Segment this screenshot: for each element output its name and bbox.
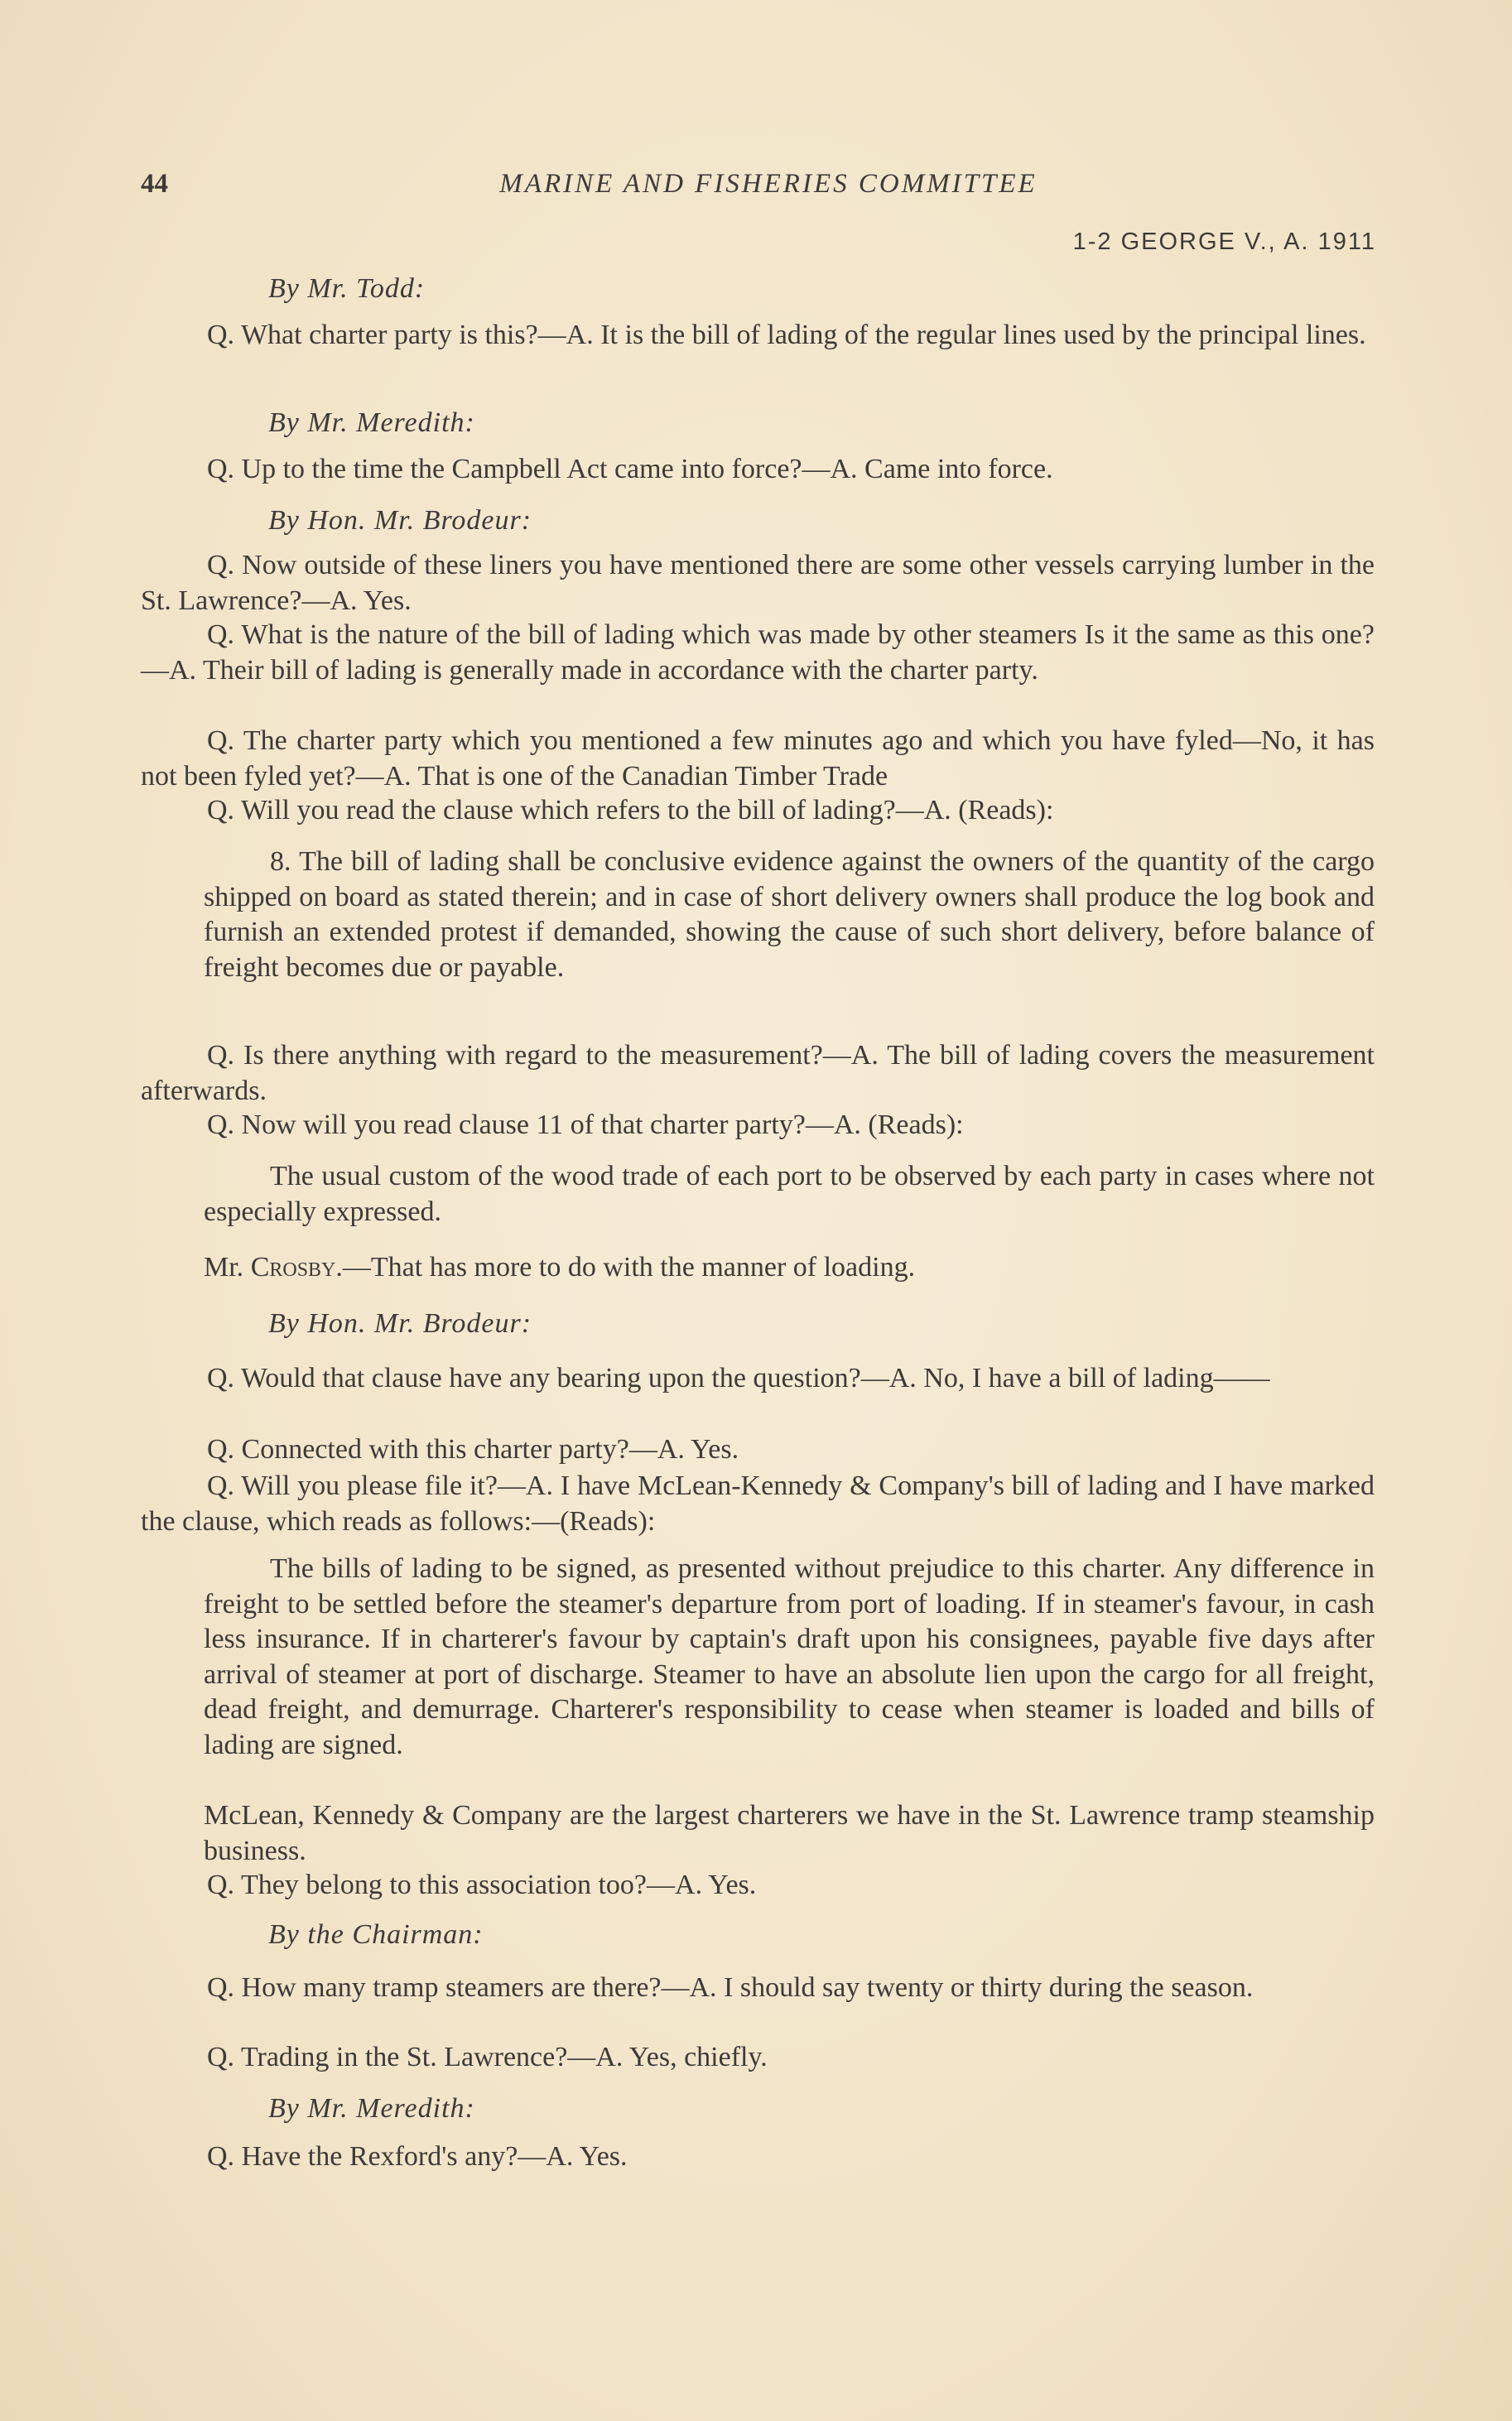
speaker-heading-meredith: By Mr. Meredith:	[268, 407, 475, 438]
paragraph-1: Q. What charter party is this?—A. It is the bill of lading of the regular lines used by the principal lines.	[207, 320, 1366, 350]
paragraph-9	[204, 1250, 1375, 1286]
speaker-name: Crosby	[250, 1252, 336, 1283]
running-title: MARINE AND FISHERIES COMMITTEE	[499, 169, 1038, 199]
paragraph-4: Q. What is the nature of the bill of lading which was made by other steamers Is it the same as this one?—A. Their bill of lading is generally made in accordance with the charter party.	[141, 619, 1375, 686]
paragraph-11: Q. Connected with this charter party?—A. Yes.	[207, 1434, 739, 1465]
speaker-heading-brodeur: By Hon. Mr. Brodeur:	[268, 505, 532, 536]
paragraph-7: Q. Is there anything with regard to the measurement?—A. The bill of lading covers the measurement afterwards.	[141, 1040, 1375, 1106]
paragraph-3: Q. Now outside of these liners you have mentioned there are some other vessels carrying lumber in the St. Lawrence?—A. Yes.	[141, 550, 1375, 616]
paragraph-14: Q. They belong to this association too?—A. Yes.	[207, 1870, 757, 1900]
paragraph-8: Q. Now will you read clause 11 of that charter party?—A. (Reads):	[207, 1109, 964, 1140]
paragraph-2: Q. Up to the time the Campbell Act came into force?—A. Came into force.	[207, 454, 1053, 484]
speaker-heading-todd: By Mr. Todd:	[268, 273, 426, 304]
paragraph-10: Q. Would that clause have any bearing upon the question?—A. No, I have a bill of lading——	[207, 1363, 1270, 1393]
quoted-clause-11: The usual custom of the wood trade of each port to be observed by each party in cases where not especially expressed.	[204, 1161, 1375, 1227]
paragraph-16: Q. Trading in the St. Lawrence?—A. Yes, chiefly.	[207, 2042, 768, 2072]
paragraph-17: Q. Have the Rexford's any?—A. Yes.	[207, 2141, 628, 2172]
quoted-bill-clause: The bills of lading to be signed, as presented without prejudice to this charter. Any difference in freight to be settled before the steamer's departure from port of loading. If in steamer's favour, in cash less insurance. If in charterer's favour by captain's draft upon his consignees, payable five days after arrival of steamer at port of discharge. Steamer to have an absolute lien upon the cargo for all freight, dead freight, and demurrage. Charterer's responsibility to cease when steamer is loaded and bills of lading are signed.	[204, 1553, 1375, 1760]
speaker-heading-meredith-2: By Mr. Meredith:	[268, 2093, 475, 2124]
paragraph-15: Q. How many tramp steamers are there?—A. I should say twenty or thirty during the season.	[207, 1972, 1254, 2003]
page-number: 44	[141, 169, 168, 199]
paragraph-5: Q. The charter party which you mentioned a few minutes ago and which you have fyled—No, it has not been fyled yet?—A. That is one of the Canadian Timber Trade	[141, 725, 1375, 792]
speaker-heading-brodeur-2: By Hon. Mr. Brodeur:	[268, 1308, 532, 1339]
quoted-clause-8: 8. The bill of lading shall be conclusive evidence against the owners of the quantity of the cargo shipped on board as stated therein; and in case of short delivery owners shall produce the log book and furnish an extended protest if demanded, showing the cause of such short delivery, before balance of freight becomes due or payable.	[204, 846, 1375, 983]
session-label: 1-2 GEORGE V., A. 1911	[1072, 229, 1376, 255]
paragraph-6: Q. Will you read the clause which refers to the bill of lading?—A. (Reads):	[207, 795, 1054, 825]
speaker-prefix: Mr.	[204, 1252, 251, 1283]
paragraph-12: Q. Will you please file it?—A. I have McLean-Kennedy & Company's bill of lading and I have marked the clause, which reads as follows:—(Reads):	[141, 1470, 1375, 1537]
speaker-text: .—That has more to do with the manner of loading.	[335, 1252, 916, 1283]
paragraph-13: McLean, Kennedy & Company are the largest charterers we have in the St. Lawrence tramp steamship business.	[204, 1800, 1375, 1866]
speaker-heading-chairman: By the Chairman:	[268, 1919, 484, 1950]
